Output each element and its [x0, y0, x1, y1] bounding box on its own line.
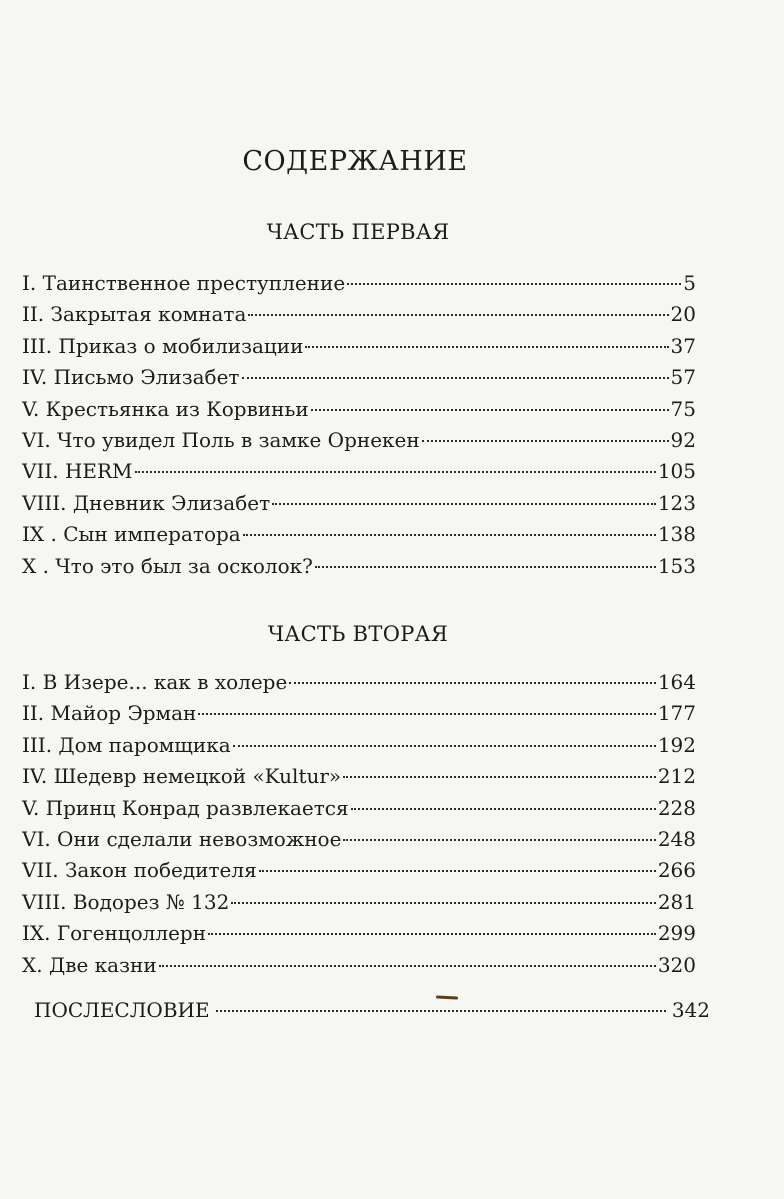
- page-number: 5: [683, 271, 696, 295]
- toc-entry: [22, 334, 696, 365]
- toc-entry: [22, 953, 696, 984]
- dot-leader: [311, 409, 669, 411]
- chapter-title: VII. Закон победителя: [22, 858, 257, 883]
- part-one-chapter-list: [22, 271, 696, 585]
- page-number: 248: [657, 826, 696, 851]
- dot-leader: [422, 440, 669, 442]
- page-number: 177: [657, 701, 696, 726]
- toc-entry: [22, 459, 696, 490]
- dot-leader: [289, 682, 655, 684]
- toc-entry: [22, 271, 696, 302]
- page-number: 192: [657, 732, 696, 757]
- chapter-title: IV. Письмо Элизабет: [22, 365, 240, 390]
- dot-leader: [208, 933, 656, 935]
- chapter-title: VIII. Дневник Элизабет: [22, 490, 271, 515]
- chapter-title: VI. Они сделали невозможное: [22, 826, 342, 851]
- toc-entry: [22, 302, 696, 333]
- page-number: 37: [670, 333, 696, 358]
- dot-leader: [233, 745, 656, 747]
- dot-leader: [315, 566, 656, 568]
- afterword-title: ПОСЛЕСЛОВИЕ: [34, 998, 210, 1022]
- dot-leader: [343, 776, 656, 778]
- dot-leader: [243, 534, 656, 536]
- page-number: 320: [657, 952, 696, 977]
- chapter-title: I. В Изере... как в холере: [22, 670, 288, 694]
- chapter-title: V. Принц Конрад развлекается: [22, 795, 349, 820]
- toc-entry: [22, 522, 696, 553]
- dot-leader: [198, 713, 655, 715]
- page-number: 57: [670, 365, 696, 390]
- part-two-heading: ЧАСТЬ ВТОРАЯ: [267, 622, 449, 646]
- toc-entry: [22, 764, 696, 795]
- toc-entry: [22, 365, 696, 396]
- toc-entry: [22, 796, 696, 827]
- page-number: 75: [670, 396, 696, 421]
- toc-entry: [22, 670, 696, 701]
- page-title: СОДЕРЖАНИЕ: [242, 146, 468, 177]
- chapter-title: III. Дом паромщика: [22, 732, 231, 757]
- afterword-page: 342: [671, 998, 710, 1022]
- page-number: 266: [657, 858, 696, 883]
- afterword-entry: [34, 998, 710, 1022]
- toc-entry: [22, 890, 696, 921]
- toc-entry: [22, 921, 696, 952]
- dot-leader: [159, 965, 656, 967]
- toc-entry: [22, 733, 696, 764]
- chapter-title: IV. Шедевр немецкой «Kultur»: [22, 764, 342, 789]
- page-number: 228: [657, 795, 696, 820]
- dot-leader: [231, 902, 655, 904]
- dot-leader: [259, 870, 656, 872]
- toc-entry: [22, 397, 696, 428]
- page-number: 92: [670, 427, 696, 452]
- dot-leader: [305, 346, 668, 348]
- chapter-title: VIII. Водорез № 132: [22, 889, 230, 914]
- dot-leader: [272, 503, 656, 505]
- page-number: 123: [657, 490, 696, 515]
- chapter-title: X . Что это был за осколок?: [22, 553, 313, 578]
- dot-leader: [216, 1010, 666, 1012]
- dot-leader: [347, 283, 681, 285]
- dot-leader: [343, 839, 655, 841]
- chapter-title: VII. HERM: [22, 459, 133, 484]
- dot-leader: [135, 471, 656, 473]
- page-number: 105: [657, 459, 696, 484]
- toc-entry: [22, 827, 696, 858]
- page-number: 212: [657, 764, 696, 789]
- part-one-heading: ЧАСТЬ ПЕРВАЯ: [266, 220, 450, 244]
- page-number: 299: [657, 921, 696, 946]
- toc-entry: [22, 701, 696, 732]
- chapter-title: I. Таинственное преступление: [22, 271, 346, 295]
- part-two-chapter-list: [22, 670, 696, 984]
- chapter-title: IX . Сын императора: [22, 522, 241, 547]
- chapter-title: IX. Гогенцоллерн: [22, 921, 207, 946]
- chapter-title: VI. Что увидел Поль в замке Орнекен: [22, 427, 420, 452]
- chapter-title: II. Майор Эрман: [22, 701, 197, 726]
- toc-entry: [22, 491, 696, 522]
- chapter-title: V. Крестьянка из Корвиньи: [22, 396, 309, 421]
- dot-leader: [242, 377, 669, 379]
- page-number: 164: [657, 670, 696, 694]
- toc-entry: [22, 858, 696, 889]
- page-number: 281: [657, 889, 696, 914]
- dot-leader: [248, 314, 668, 316]
- page-number: 138: [657, 522, 696, 547]
- chapter-title: X. Две казни: [22, 952, 157, 977]
- chapter-title: II. Закрытая комната: [22, 302, 247, 327]
- page-number: 20: [670, 302, 696, 327]
- toc-entry: [22, 428, 696, 459]
- page-number: 153: [657, 553, 696, 578]
- toc-entry: [22, 554, 696, 585]
- chapter-title: III. Приказ о мобилизации: [22, 333, 304, 358]
- dot-leader: [351, 808, 656, 810]
